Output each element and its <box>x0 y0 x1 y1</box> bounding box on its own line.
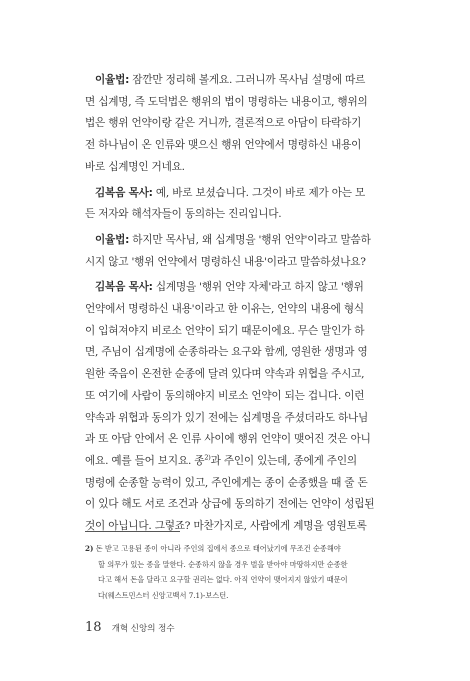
text-line <box>85 70 401 92</box>
footnote-number: 2) <box>85 544 94 553</box>
footnote-line <box>85 541 385 557</box>
paragraph-1 <box>85 70 401 179</box>
paragraph-4 <box>85 277 401 537</box>
text-line: 명령에 순종할 능력이 있고, 주인에게는 종이 순종했을 때 줄 돈 <box>85 476 368 489</box>
text-line: 법은 행위 언약이랑 같은 거니까, 결론적으로 아담이 타락하기 <box>85 117 362 130</box>
text-line: 과 또 아담 안에서 온 인류 사이에 행위 언약이 맺어진 것은 아니 <box>85 433 371 446</box>
text-line: 면 십계명, 즉 도덕법은 행위의 법이 명령하는 내용이고, 행위의 <box>85 95 368 108</box>
text-span: 에요. 예를 들어 보지요. 종 <box>85 454 205 467</box>
text-line: 원한 죽음이 온전한 순종에 달려 있다며 약속과 위협을 주시고, <box>85 368 365 381</box>
text-line: 면, 주님이 십계명에 순종하라는 요구와 함께, 영원한 생명과 영 <box>85 346 368 359</box>
text-line: 것이 아닙니다. 그렇죠? 마찬가지로, 사람에게 계명을 영원토록 <box>85 520 367 533</box>
text-line: 이 입혀져야지 비로소 언약이 되기 때문이에요. 무슨 말인가 하 <box>85 324 365 337</box>
text-line <box>85 277 401 299</box>
text-line: 언약에서 명령하신 내용'이라고 한 이유는, 언약의 내용에 형식 <box>85 303 364 316</box>
running-title: 개혁 신앙의 정수 <box>111 624 175 634</box>
paragraph-2 <box>85 183 401 226</box>
footnote-line: 다(웨스트민스터 신앙고백서 7.1)-보스턴. <box>98 590 229 600</box>
footnote-divider <box>85 531 180 532</box>
text-line: 바로 십계명인 거네요. <box>85 160 185 173</box>
footnote-line: 할 의무가 있는 종을 말한다. 순종하지 않을 경우 벌을 받아야 마땅하지만 순종한 <box>98 559 348 569</box>
text-span: 돈 받고 고용된 종이 아니라 주인의 집에서 종으로 태어났기에 무조건 순종해야 <box>95 544 341 553</box>
body-text <box>85 70 401 542</box>
text-line <box>85 230 401 252</box>
speaker-label: 김복음 목사: <box>95 281 153 294</box>
text-line: 든 저자와 해석자들이 동의하는 진리입니다. <box>85 208 282 221</box>
footnote-ref[interactable]: 2) <box>204 453 211 462</box>
speaker-label: 이율법: <box>95 74 130 86</box>
text-line: 또 여기에 사람이 동의해야지 비로소 언약이 되는 겁니다. 이런 <box>85 389 365 402</box>
page-number: 18 <box>85 620 102 635</box>
page-footer <box>85 620 175 635</box>
text-span: 십계명을 '행위 언약 자체'라고 하지 않고 '행위 <box>152 281 364 294</box>
footnote <box>85 541 385 603</box>
text-line: 전 하나님이 온 인류와 맺으신 행위 언약에서 명령하신 내용이 <box>85 139 362 152</box>
text-span: 예, 바로 보셨습니다. 그것이 바로 제가 아는 모 <box>152 186 365 199</box>
text-line: 시지 않고 '행위 언약에서 명령하신 내용'이라고 말씀하셨나요? <box>85 255 366 268</box>
text-line: 이 있다 해도 서로 조건과 상급에 동의하기 전에는 언약이 성립된 <box>85 498 375 511</box>
text-span: 하지만 목사님, 왜 십계명을 '행위 언약'이라고 말씀하 <box>129 233 371 246</box>
paragraph-3 <box>85 230 401 273</box>
text-line <box>85 183 401 205</box>
speaker-label: 이율법: <box>95 233 130 246</box>
text-span: 과 주인이 있는데, 종에게 주인의 <box>210 454 357 467</box>
footnote-line: 다고 해서 돈을 달라고 요구할 권리는 없다. 아직 언약이 맺어지지 않았기 때문이 <box>98 575 348 584</box>
speaker-label: 김복음 목사: <box>95 186 153 199</box>
text-line <box>85 451 401 473</box>
text-line: 약속과 위협과 동의가 있기 전에는 십계명을 주셨더라도 하나님 <box>85 411 369 424</box>
text-span: 잠깐만 정리해 볼게요. 그러니까 목사님 설명에 따르 <box>129 74 366 86</box>
